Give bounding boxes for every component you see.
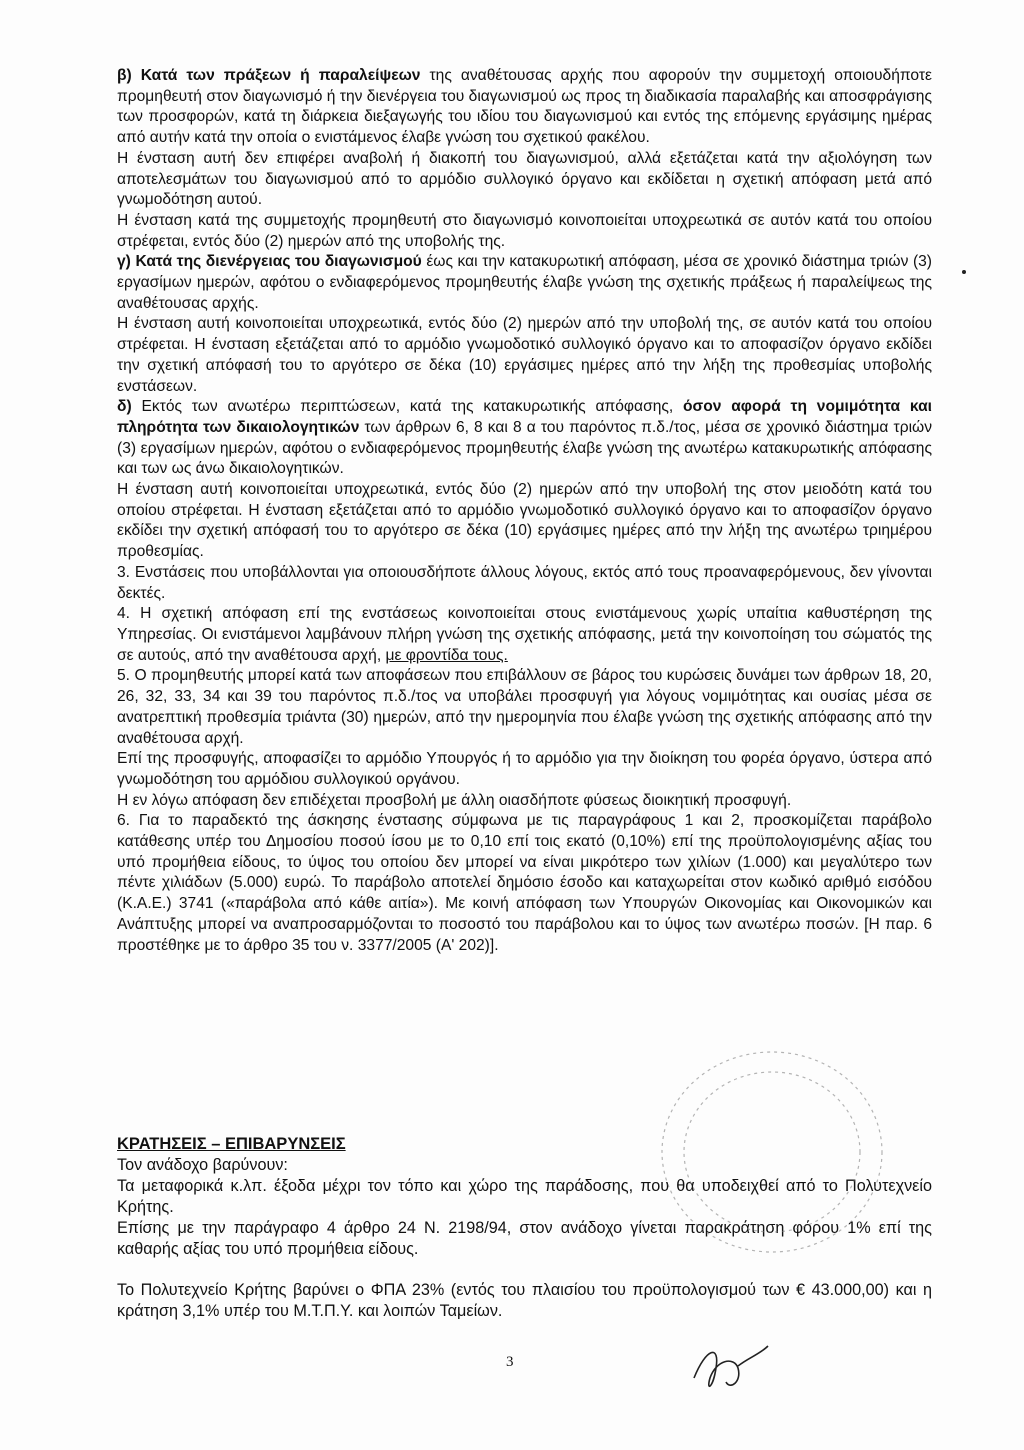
paragraph-lead: δ) — [117, 398, 132, 416]
paragraph-text: Η εν λόγω απόφαση δεν επιδέχεται προσβολή με άλλη οιασδήποτε φύσεως διοικητική προσφυγή. — [117, 791, 792, 809]
paragraph-5 — [117, 666, 932, 749]
paragraph-text: της αναθέτουσας αρχής που αφορούν την συμμετοχή οποιουδήποτε προμηθευτή στον διαγωνισμό ή την διενέργεια του διαγωνισμού ως προς τη διαδικασία παραλαβής και αποσφράγισης των προσφορών, κατά τη διάρκεια διεξαγωγής του ιδίου του διαγωνισμού και εντός της επόμενης εργάσιμης ημέρας από αυτήν κατά την οποία ο ενιστάμενος έλαβε γνώση του σχετικού φακέλου. — [117, 67, 932, 147]
handwritten-signature — [686, 1338, 776, 1398]
paragraph — [117, 480, 932, 563]
paragraph-text: των άρθρων 6, 8 και 8 α του παρόντος π.δ./τος, μέσα σε χρονικό διάστημα τριών (3) εργασίμων ημερών, αφότου ο ενδιαφερόμενος προμηθευτής έλαβε γνώση της ανωτέρω κατακυρωτικής απόφασης και των ως άνω δικαιολογητικών. — [117, 418, 932, 478]
paragraph-6 — [117, 811, 932, 956]
paragraph-text: Η ένσταση αυτή δεν επιφέρει αναβολή ή διακοπή του διαγωνισμού, αλλά εξετάζεται κατά την αξιολόγηση των αποτελεσμάτων του διαγωνισμού από το αρμόδιο συλλογικό όργανο και εκδίδεται η σχετική απόφαση μετά από γνωμοδότηση αυτού. — [117, 149, 932, 209]
section-title: ΚΡΑΤΗΣΕΙΣ – ΕΠΙΒΑΡΥΝΣΕΙΣ — [117, 1135, 346, 1153]
paragraph-c — [117, 252, 932, 314]
paragraph — [117, 749, 932, 790]
paragraph-3 — [117, 563, 932, 604]
paragraph-4 — [117, 604, 932, 666]
charges-section — [117, 1134, 932, 1322]
vat-line: Το Πολυτεχνείο Κρήτης βαρύνει ο ΦΠΑ 23% (εντός του πλαισίου του προϋπολογισμού των € 43.000,00) και η κράτηση 3,1% υπέρ του Μ.Τ.Π.Υ. και λοιπών Ταμείων. — [117, 1281, 932, 1320]
paragraph-text: Η ένσταση κατά της συμμετοχής προμηθευτή στο διαγωνισμό κοινοποιείται υποχρεωτικά σε αυτόν κατά του οποίου στρέφεται, εντός δύο (2) ημερών από της υποβολής της. — [117, 211, 932, 250]
paragraph-d — [117, 397, 932, 480]
paragraph-bold-text: όσον αφορά τη νομιμότητα και πληρότητα των δικαιολογητικών — [117, 398, 932, 436]
paragraph-text: Επί της προσφυγής, αποφασίζει το αρμόδιο Υπουργός ή το αρμόδιο για την διοίκηση του φορέα όργανο, ύστερα από γνωμοδότηση του αρμόδιου συλλογικού οργάνου. — [117, 750, 932, 788]
paragraph-b — [117, 66, 932, 149]
scan-mark — [962, 270, 966, 274]
paragraph-lead: β) Κατά των πράξεων ή παραλείψεων — [117, 67, 421, 84]
section-line: Τον ανάδοχο βαρύνουν: — [117, 1156, 288, 1174]
paragraph — [117, 211, 932, 252]
paragraph-text: Η ένσταση αυτή κοινοποιείται υποχρεωτικά, εντός δύο (2) ημερών από την υποβολή της στον μειοδότη κατά του οποίου στρέφεται. Η ένσταση εξετάζεται από το αρμόδιο γνωμοδοτικό συλλογικό όργανο και το αποφασίζον όργανο εκδίδει την σχετική απόφασή του το αργότερο σε δέκα (10) εργάσιμες ημέρες από την λήξη της ανωτέρω τριημέρου προθεσμίας. — [117, 481, 932, 561]
paragraph-text: 4. Η σχετική απόφαση επί της ενστάσεως κοινοποιείται στους ενιστάμενους χωρίς υπαίτια καθυστέρηση της Υπηρεσίας. Οι ενιστάμενοι λαμβάνουν πλήρη γνώση της σχετικής απόφασης, μετά την κοινοποίηση του σώματός της σε αυτούς, από την αναθέτουσα αρχή, — [117, 605, 932, 664]
paragraph-text: έως και την κατακυρωτική απόφαση, μέσα σε χρονικό διάστημα τριών (3) εργασίμων ημερών, αφότου ο ενδιαφερόμενος προμηθευτής έλαβε γνώση της σχετικής πράξεως ή παραλείψεως της αναθέτουσας αρχής. — [117, 253, 932, 312]
paragraph-lead: γ) Κατά της διενέργειας του διαγωνισμού — [117, 253, 422, 271]
document-body — [117, 66, 932, 956]
underlined-text: με φροντίδα τους. — [385, 646, 508, 664]
paragraph-text: Εκτός των ανωτέρω περιπτώσεων, κατά της κατακυρωτικής απόφασης, — [131, 398, 684, 416]
paragraph-text: 5. Ο προμηθευτής μπορεί κατά των αποφάσεων που επιβάλλουν σε βάρος του κυρώσεις δυνάμει των άρθρων 18, 20, 26, 32, 33, 34 και 39 του παρόντος π.δ./τος να υποβάλει προσφυγή για λόγους νομιμότητας και ουσίας μέσα σε ανατρεπτική προθεσμία τριάντα (30) ημερών, από την ημερομηνία που έλαβε γνώση της σχετικής απόφασης από την αναθέτουσα αρχή. — [117, 667, 932, 747]
paragraph-text: 3. Ενστάσεις που υποβάλλονται για οποιουσδήποτε άλλους λόγους, εκτός από τους προαναφερόμενους, δεν γίνονται δεκτές. — [117, 563, 932, 602]
paragraph-text: 6. Για το παραδεκτό της άσκησης ένστασης σύμφωνα με τις παραγράφους 1 και 2, προσκομίζεται παράβολο κατάθεσης υπέρ του Δημοσίου ποσού ίσου με το 0,10 επί τοις εκατό (0,10%) επί της προϋπολογισμένης αξίας του υπό προμήθεια είδους, το ύψος του οποίου δεν μπορεί να είναι μικρότερο των χιλίων (1.000) και μεγαλύτερο των πέντε χιλιάδων (5.000) ευρώ. Το παράβολο αποτελεί δημόσιο έσοδο και καταχωρείται στον κωδικό αριθμό εισόδου (Κ.Α.Ε.) 3741 («παράβολα από κάθε αιτία»). Με κοινή απόφαση των Υπουργών Οικονομίας και Οικονομικών και Ανάπτυξης μπορεί να αναπροσαρμόζονται το ποσοστό του παράβολου και το ύψος των ανωτέρω ποσών. [Η παρ. 6 προστέθηκε με το άρθρο 35 του ν. 3377/2005 (Α' 202)]. — [117, 812, 932, 954]
paragraph — [117, 314, 932, 397]
paragraph — [117, 791, 932, 812]
paragraph — [117, 149, 932, 211]
spacer — [117, 1260, 932, 1280]
section-line: Τα μεταφορικά κ.λπ. έξοδα μέχρι τον τόπο και χώρο της παράδοσης, που θα υποδειχθεί από το Πολυτεχνείο Κρήτης. — [117, 1177, 932, 1216]
page-number: 3 — [506, 1354, 514, 1370]
paragraph-text: Η ένσταση αυτή κοινοποιείται υποχρεωτικά, εντός δύο (2) ημερών από την υποβολή της, σε αυτόν κατά του οποίου στρέφεται. Η ένσταση εξετάζεται από το αρμόδιο γνωμοδοτικό συλλογικό όργανο και το αποφασίζον όργανο εκδίδει την σχετική απόφασή του το αργότερο σε δέκα (10) εργάσιμες ημέρες από την λήξη της προθεσμίας υποβολής ενστάσεων. — [117, 315, 932, 395]
section-line: Επίσης με την παράγραφο 4 άρθρο 24 Ν. 2198/94, στον ανάδοχο γίνεται παρακράτηση φόρου 1% επί της καθαρής αξίας του υπό προμήθεια είδους. — [117, 1219, 932, 1258]
